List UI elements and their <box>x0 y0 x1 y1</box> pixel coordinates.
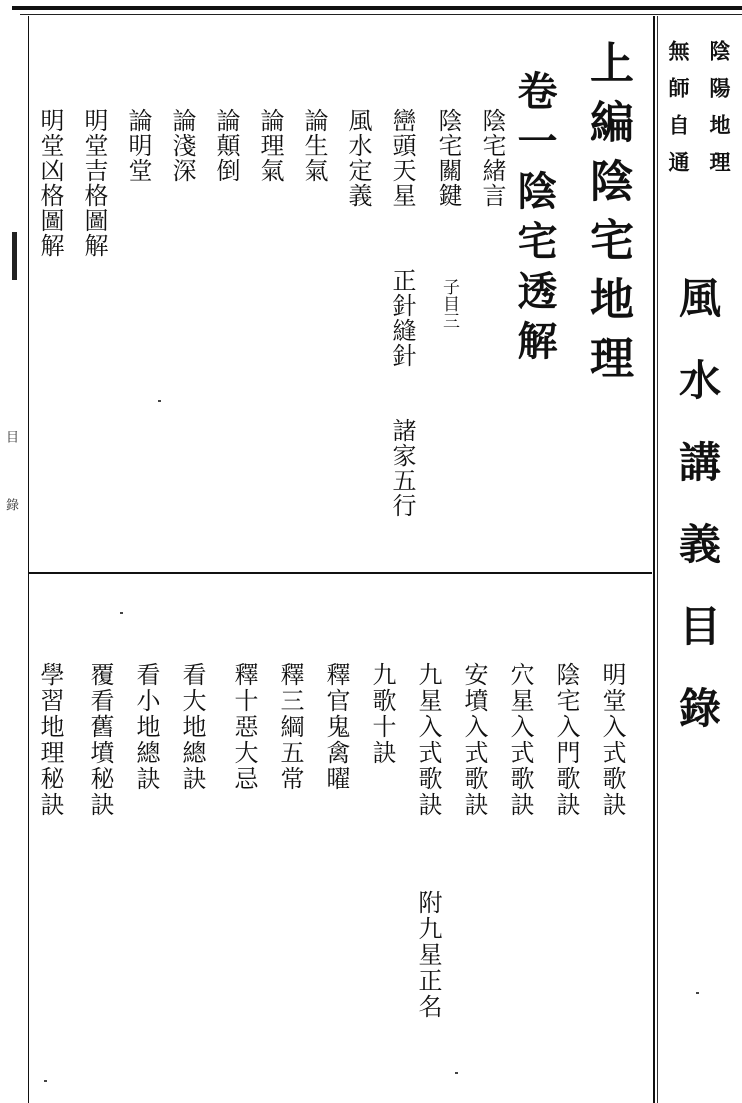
gutter-ink-bar <box>12 232 17 280</box>
toc-item-upper-6: 論理氣 <box>256 108 284 183</box>
part-title: 上編陰宅地理 <box>582 40 633 394</box>
top-rule <box>12 6 742 10</box>
toc-item-lower-12: 覆看舊墳秘訣 <box>86 662 114 818</box>
toc-item-lower-2: 陰宅入門歌訣 <box>552 662 580 818</box>
toc-item-upper-5: 論生氣 <box>300 108 328 183</box>
toc-item-upper-4: 風水定義 <box>344 108 372 208</box>
toc-aux-jiuxing: 附九星正名 <box>414 890 442 1020</box>
page-frame <box>28 16 655 1103</box>
sub-note: 子目三 <box>439 278 459 329</box>
scan-speck <box>696 992 699 994</box>
toc-item-upper-1: 陰宅緒言 <box>478 108 506 208</box>
scan-speck <box>158 400 161 402</box>
book-title: 風水講義目錄 <box>673 276 722 768</box>
toc-item-lower-11: 看小地總訣 <box>132 662 160 792</box>
toc-item-lower-4: 安墳入式歌訣 <box>460 662 488 818</box>
top-thin-rule <box>20 14 742 15</box>
scan-speck <box>44 1080 47 1082</box>
series-line-2: 無師自通 <box>666 40 691 188</box>
toc-item-lower-9: 釋十惡大忌 <box>230 662 258 792</box>
toc-item-lower-5: 九星入式歌訣 <box>414 662 442 818</box>
toc-aux-zhujia: 諸家五行 <box>388 418 416 518</box>
section-divider <box>28 572 652 574</box>
toc-item-lower-7: 釋官鬼禽曜 <box>322 662 350 792</box>
toc-aux-zhengzhen: 正針縫針 <box>388 268 416 368</box>
toc-item-lower-8: 釋三綱五常 <box>276 662 304 792</box>
toc-item-upper-9: 論明堂 <box>124 108 152 183</box>
gutter-mark-mu: 目 <box>3 430 18 443</box>
toc-item-upper-2: 陰宅關鍵 <box>434 108 462 208</box>
scan-speck <box>455 1072 458 1074</box>
toc-item-upper-10: 明堂吉格圖解 <box>80 108 108 258</box>
series-line-1: 陰陽地理 <box>707 40 732 188</box>
toc-item-lower-3: 穴星入式歌訣 <box>506 662 534 818</box>
toc-item-lower-6: 九歌十訣 <box>368 662 396 766</box>
toc-item-upper-11: 明堂凶格圖解 <box>36 108 64 258</box>
scan-speck <box>120 612 123 614</box>
toc-item-lower-10: 看大地總訣 <box>178 662 206 792</box>
gutter-mark-lu: 錄 <box>3 498 18 511</box>
volume-title: 卷一陰宅透解 <box>511 70 558 370</box>
toc-item-upper-7: 論顛倒 <box>212 108 240 183</box>
toc-item-upper-8: 論淺深 <box>168 108 196 183</box>
toc-item-lower-13: 學習地理秘訣 <box>36 662 64 818</box>
right-panel-rule <box>657 16 658 1103</box>
toc-item-lower-1: 明堂入式歌訣 <box>598 662 626 818</box>
toc-item-upper-3: 巒頭天星 <box>388 108 416 208</box>
